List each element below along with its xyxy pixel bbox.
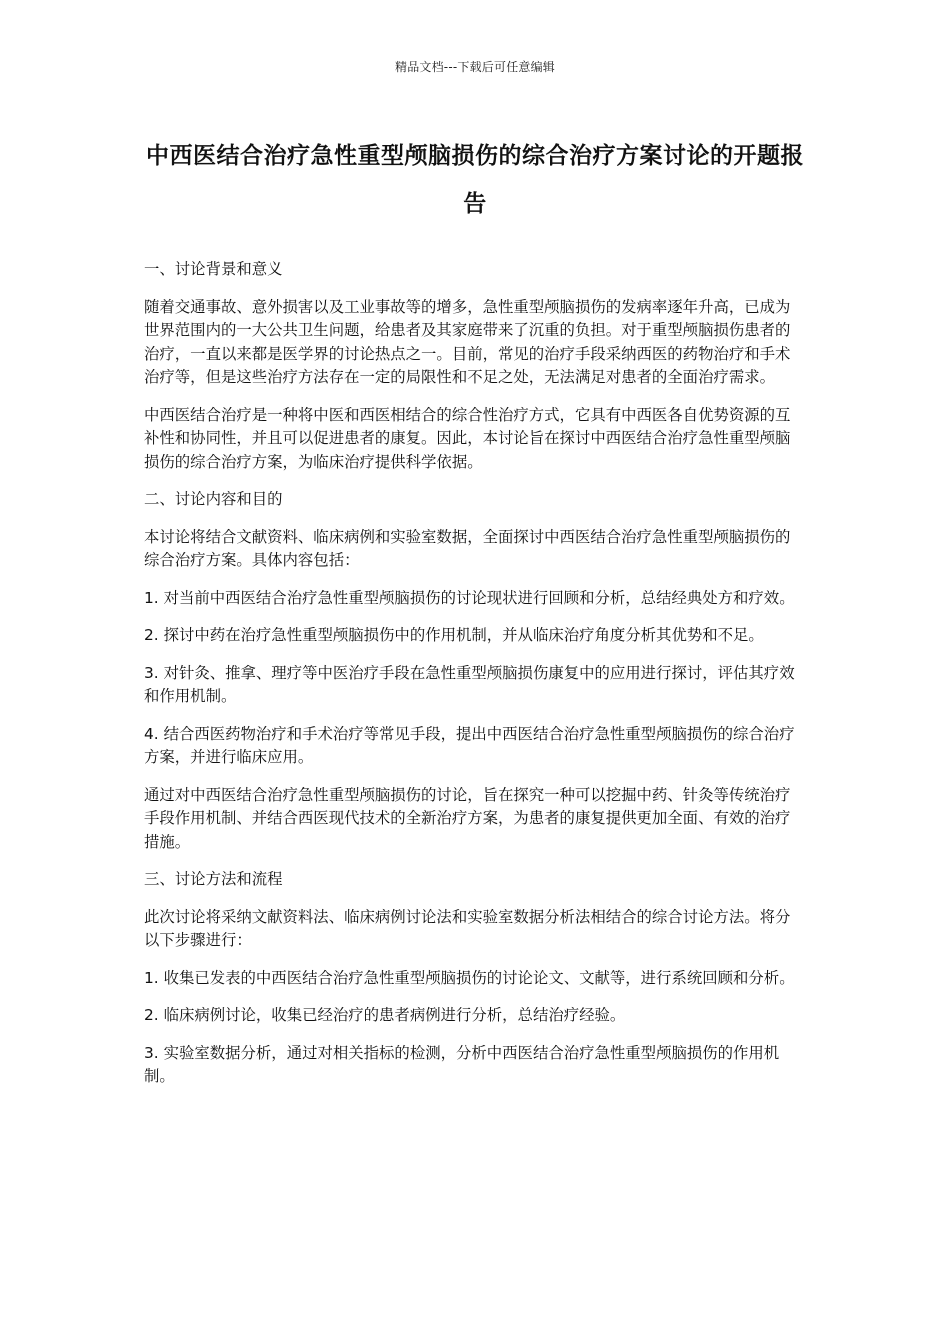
list-item: 1. 收集已发表的中西医结合治疗急性重型颅脑损伤的讨论论文、文献等，进行系统回顾和分析。 bbox=[144, 968, 795, 987]
document-title: 中西医结合治疗急性重型颅脑损伤的综合治疗方案讨论的开题报告 bbox=[146, 143, 804, 217]
paragraph: 中西医结合治疗是一种将中医和西医相结合的综合性治疗方式，它具有中西医各自优势资源的互补性和协同性，并且可以促进患者的康复。因此，本讨论旨在探讨中西医结合治疗急性重型颅脑损伤的综合治疗方案，为临床治疗提供科学依据。 bbox=[144, 405, 791, 471]
document-body bbox=[144, 258, 804, 1103]
section-heading-1: 一、讨论背景和意义 bbox=[144, 260, 283, 278]
header-note: 精品文档---下载后可任意编辑 bbox=[395, 60, 555, 74]
list-item: 2. 临床病例讨论，收集已经治疗的患者病例进行分析，总结治疗经验。 bbox=[144, 1006, 626, 1024]
list-item: 1. 对当前中西医结合治疗急性重型颅脑损伤的讨论现状进行回顾和分析，总结经典处方和疗效。 bbox=[144, 588, 795, 607]
section-heading-3: 三、讨论方法和流程 bbox=[144, 870, 283, 888]
section-heading-2: 二、讨论内容和目的 bbox=[144, 490, 283, 508]
list-item: 2. 探讨中药在治疗急性重型颅脑损伤中的作用机制，并从临床治疗角度分析其优势和不足。 bbox=[144, 626, 764, 644]
paragraph: 通过对中西医结合治疗急性重型颅脑损伤的讨论，旨在探究一种可以挖掘中药、针灸等传统治疗手段作用机制、并结合西医现代技术的全新治疗方案，为患者的康复提供更加全面、有效的治疗措施。 bbox=[144, 785, 791, 851]
paragraph: 本讨论将结合文献资料、临床病例和实验室数据，全面探讨中西医结合治疗急性重型颅脑损伤的综合治疗方案。具体内容包括： bbox=[144, 527, 791, 569]
paragraph: 此次讨论将采纳文献资料法、临床病例讨论法和实验室数据分析法相结合的综合讨论方法。将分以下步骤进行： bbox=[144, 907, 791, 949]
list-item: 4. 结合西医药物治疗和手术治疗等常见手段，提出中西医结合治疗急性重型颅脑损伤的综合治疗方案，并进行临床应用。 bbox=[144, 724, 795, 766]
list-item: 3. 实验室数据分析，通过对相关指标的检测，分析中西医结合治疗急性重型颅脑损伤的作用机制。 bbox=[144, 1043, 780, 1085]
paragraph: 随着交通事故、意外损害以及工业事故等的增多，急性重型颅脑损伤的发病率逐年升高，已成为世界范围内的一大公共卫生问题，给患者及其家庭带来了沉重的负担。对于重型颅脑损伤患者的治疗，一直以来都是医学界的讨论热点之一。目前，常见的治疗手段采纳西医的药物治疗和手术治疗等，但是这些治疗方法存在一定的局限性和不足之处，无法满足对患者的全面治疗需求。 bbox=[144, 297, 791, 386]
list-item: 3. 对针灸、推拿、理疗等中医治疗手段在急性重型颅脑损伤康复中的应用进行探讨，评估其疗效和作用机制。 bbox=[144, 663, 795, 705]
